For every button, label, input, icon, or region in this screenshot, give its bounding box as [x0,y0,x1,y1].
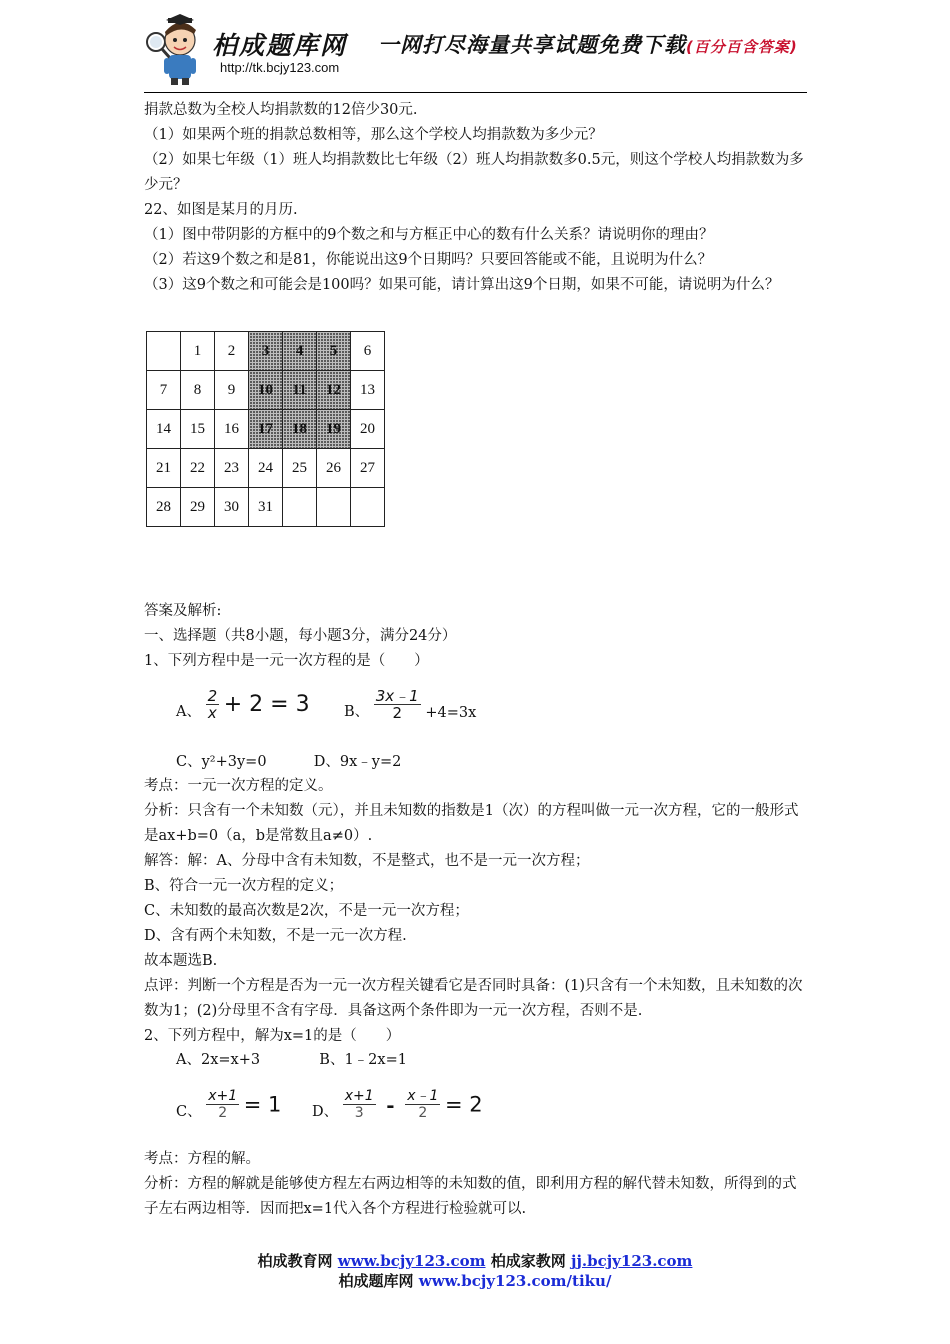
calendar-cell: 31 [249,488,283,527]
calendar-row [147,449,385,488]
option-label: D、 [312,1104,339,1120]
slogan-text: 一网打尽海量共享试题免费下载 [378,33,686,57]
calendar-row [147,488,385,527]
footer-jj-link[interactable]: jj.bcjy123.com [571,1252,693,1270]
denominator: 2 [418,1105,428,1121]
q1-analysis [144,774,808,1049]
fraction [343,1088,376,1121]
jieda-line: 故本题选B. [144,953,218,969]
footer-edu-link[interactable]: www.bcjy123.com [337,1252,486,1270]
site-url[interactable]: http://tk.bcjy123.com [220,60,340,75]
q2-options-ab [176,1048,407,1073]
numerator: 3x﹣1 [375,687,419,705]
calendar-cell [351,488,385,527]
text-line: （2）若这9个数之和是81，你能说出这9个日期吗？只要回答能或不能，且说明为什么？ [144,252,713,268]
header-divider [144,92,807,93]
calendar-cell: 23 [215,449,249,488]
footer-line-1 [0,1250,950,1271]
month-calendar [146,331,385,527]
jieda-line: B、符合一元一次方程的定义； [144,878,344,894]
calendar-cell: 27 [351,449,385,488]
site-name: 柏成题库网 [212,31,348,60]
question-2: 2、下列方程中，解为x=1的是（ ） [144,1028,401,1044]
calendar-cell: 25 [283,449,317,488]
answer-section [144,599,808,674]
slogan-tag: (百分百含答案) [686,38,798,56]
option-b: B、1﹣2x=1 [319,1052,407,1068]
fraction [206,1088,239,1121]
q2-option-d [312,1078,483,1121]
calendar-cell: 28 [147,488,181,527]
calendar-cell: 7 [147,371,181,410]
numerator: x﹣1 [407,1088,439,1104]
equation-rest: +4=3x [425,705,477,721]
fenxi: 分析：只含有一个未知数（元），并且未知数的指数是1（次）的方程叫做一元一次方程，它的一般形式是ax+b=0（a，b是常数且a≠0）. [144,803,799,844]
fraction [405,1088,440,1121]
question-text-top [144,98,808,298]
calendar-cell: 22 [181,449,215,488]
footer-line-2 [0,1270,950,1291]
calendar-cell [317,488,351,527]
text-line: （3）这9个数之和可能会是100吗？如果可能，请计算出这9个日期，如果不可能，请说明为什么？ [144,277,780,293]
denominator: 2 [392,704,403,722]
mascot-logo-icon [144,12,206,86]
calendar-cell-shaded: 17 [249,410,283,449]
calendar-cell: 13 [351,371,385,410]
calendar-cell: 30 [215,488,249,527]
calendar-cell: 1 [181,332,215,371]
text-line: （1）图中带阴影的方框中的9个数之和与方框正中心的数有什么关系？请说明你的理由？ [144,227,714,243]
text-line: （1）如果两个班的捐款总数相等，那么这个学校人均捐款数为多少元？ [144,127,603,143]
question-22-title: 22、如图是某月的月历. [144,202,298,218]
footer-jj-label: 柏成家教网 [490,1252,566,1270]
calendar-cell: 16 [215,410,249,449]
minus-sign: - [386,1092,395,1117]
calendar-cell: 8 [181,371,215,410]
numerator: 2 [207,687,218,705]
q1-option-a [176,682,310,721]
calendar-cell-shaded: 10 [249,371,283,410]
numerator: x+1 [344,1088,374,1104]
page-header [144,8,808,92]
calendar-row [147,332,385,371]
option-c: C、y²+3y=0 [176,754,267,770]
calendar-cell: 9 [215,371,249,410]
q2-option-c [176,1078,281,1121]
calendar-row [147,371,385,410]
denominator: x [207,704,217,722]
jieda-line: C、未知数的最高次数是2次，不是一元一次方程； [144,903,469,919]
calendar-cell: 24 [249,449,283,488]
calendar-cell: 21 [147,449,181,488]
denominator: 2 [218,1105,228,1121]
numerator: x+1 [208,1088,238,1104]
text-line: 捐款总数为全校人均捐款数的12倍少30元. [144,102,418,118]
option-label: C、 [176,1104,202,1120]
calendar-cell: 15 [181,410,215,449]
option-label: B、 [344,704,370,720]
fraction [206,688,220,721]
denominator: 3 [354,1105,364,1121]
calendar-cell: 26 [317,449,351,488]
question-1: 1、下列方程中是一元一次方程的是（ ） [144,653,429,669]
calendar-cell-shaded: 4 [283,332,317,371]
calendar-cell-shaded: 12 [317,371,351,410]
calendar-cell: 2 [215,332,249,371]
footer-edu-label: 柏成教育网 [257,1252,333,1270]
section-title: 一、选择题（共8小题，每小题3分，满分24分） [144,628,457,644]
footer-tiku-label: 柏成题库网 [338,1272,414,1290]
calendar-cell-shaded: 3 [249,332,283,371]
jieda-line: 解答：解：A、分母中含有未知数，不是整式，也不是一元一次方程； [144,853,590,869]
jieda-line: D、含有两个未知数，不是一元一次方程. [144,928,407,944]
q1-option-b [344,682,476,721]
footer-tiku-link[interactable]: www.bcjy123.com/tiku/ [418,1272,612,1290]
calendar-cell-shaded: 5 [317,332,351,371]
calendar-cell: 20 [351,410,385,449]
kaodian: 考点：方程的解。 [144,1151,260,1167]
calendar-cell: 29 [181,488,215,527]
slogan [378,29,798,59]
answer-heading: 答案及解析: [144,603,222,619]
calendar-cell: 14 [147,410,181,449]
kaodian: 考点：一元一次方程的定义。 [144,778,333,794]
equation-rest: = 1 [243,1092,282,1117]
fenxi: 分析：方程的解就是能够使方程左右两边相等的未知数的值，即利用方程的解代替未知数，所得到的式子左右两边相等．因而把x=1代入各个方程进行检验就可以. [144,1176,797,1217]
calendar-cell [283,488,317,527]
option-d: D、9x﹣y=2 [313,754,402,770]
q1-options-cd [176,750,401,775]
equation-rest: + 2 = 3 [223,692,310,717]
dianping: 点评：判断一个方程是否为一元一次方程关键看它是否同时具备：(1)只含有一个未知数，且未知数的次数为1；(2)分母里不含有字母．具备这两个条件即为一元一次方程，否则不是. [144,978,803,1019]
option-a: A、2x=x+3 [176,1052,261,1068]
q2-analysis [144,1147,808,1222]
option-label: A、 [176,704,201,720]
calendar-cell: 6 [351,332,385,371]
calendar-cell-shaded: 18 [283,410,317,449]
calendar-cell [147,332,181,371]
calendar-cell-shaded: 19 [317,410,351,449]
fraction [374,688,421,721]
calendar-row [147,410,385,449]
equation-rest: = 2 [445,1092,483,1117]
text-line: （2）如果七年级（1）班人均捐款数比七年级（2）班人均捐款数多0.5元，则这个学校人均捐款数为多少元？ [144,152,804,193]
calendar-cell-shaded: 11 [283,371,317,410]
